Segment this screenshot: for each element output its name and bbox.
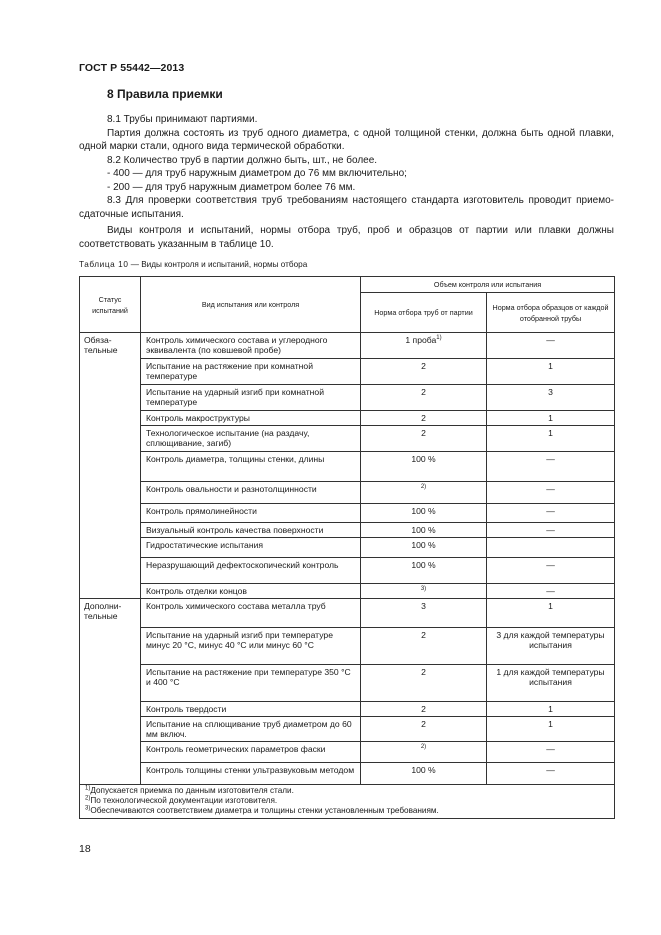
table-row	[80, 558, 615, 584]
acceptance-table	[79, 276, 615, 819]
table-row	[80, 426, 615, 452]
test-name-cell: Контроль толщины стенки ультразвуковым методом	[141, 763, 361, 785]
section-body	[79, 113, 614, 251]
norm-pipes-cell	[361, 411, 487, 426]
footnote-mark: 2)	[420, 484, 427, 491]
norm-samples-cell: —	[487, 523, 615, 538]
norm-samples-cell: 1	[487, 426, 615, 452]
norm-samples-cell: —	[487, 333, 615, 359]
paragraph: 8.2 Количество труб в партии должно быть, шт., не более.	[107, 154, 378, 166]
table-row	[80, 702, 615, 717]
table-notes	[80, 785, 615, 819]
norm-pipes-cell	[361, 558, 487, 584]
paragraph: Партия должна состоять из труб одного диаметра, с одной толщиной стенки, должна быть одной плавки, одной марки стали, одного вида термической обработки.	[79, 127, 614, 152]
table-row	[80, 665, 615, 702]
norm-pipes-cell	[361, 333, 487, 359]
norm-pipes-cell	[361, 504, 487, 523]
test-name-cell: Контроль отделки концов	[141, 584, 361, 599]
test-name-cell: Контроль диаметра, толщины стенки, длины	[141, 452, 361, 482]
norm-samples-cell: 3 для каждой температуры испытания	[487, 628, 615, 665]
document-header: ГОСТ Р 55442—2013	[79, 62, 185, 74]
paragraph: 8.3 Для проверки соответствия труб требованиям настоящего стандарта изготовитель проводит приемо-сдаточные испытания.	[79, 195, 614, 220]
norm-pipes-cell	[361, 665, 487, 702]
header-norm-samples: Норма отбора образцов от каждой отобранной трубы	[487, 293, 615, 333]
status-cell: Дополни-тельные	[80, 599, 141, 785]
norm-samples-cell: 3	[487, 385, 615, 411]
test-name-cell: Технологическое испытание (на раздачу, сплющивание, загиб)	[141, 426, 361, 452]
paragraph: - 400 — для труб наружным диаметром до 76 мм включительно;	[107, 168, 407, 179]
test-name-cell: Испытание на сплющивание труб диаметром до 60 мм включ.	[141, 717, 361, 742]
norm-pipes-value: 2	[421, 387, 426, 397]
table-row	[80, 717, 615, 742]
table-row	[80, 411, 615, 426]
norm-samples-cell	[487, 538, 615, 558]
norm-pipes-cell	[361, 523, 487, 538]
test-name-cell: Неразрушающий дефектоскопический контроль	[141, 558, 361, 584]
table-row	[80, 538, 615, 558]
header-volume: Объем контроля или испытания	[361, 277, 615, 293]
table-row	[80, 628, 615, 665]
table-row	[80, 359, 615, 385]
norm-pipes-value: 2	[421, 667, 426, 677]
norm-pipes-cell	[361, 452, 487, 482]
paragraph: 8.1 Трубы принимают партиями.	[107, 114, 258, 125]
norm-pipes-cell	[361, 702, 487, 717]
norm-pipes-cell	[361, 628, 487, 665]
norm-pipes-value: 100 %	[411, 765, 436, 775]
table-row	[80, 504, 615, 523]
norm-samples-cell: —	[487, 742, 615, 763]
test-name-cell: Испытание на ударный изгиб при температуре минус 20 °С, минус 40 °С или минус 60 °С	[141, 628, 361, 665]
norm-pipes-cell	[361, 763, 487, 785]
section-title: 8 Правила приемки	[107, 87, 223, 101]
table-row	[80, 584, 615, 599]
table-row	[80, 763, 615, 785]
paragraph: Виды контроля и испытаний, нормы отбора труб, проб и образцов от партии или плавки должны соответствовать указанным в таблице 10.	[79, 225, 614, 250]
footnote: $^{2)}$По технологической документации изготовителя.	[85, 795, 278, 805]
norm-pipes-value: 100 %	[411, 525, 436, 535]
norm-pipes-cell	[361, 385, 487, 411]
norm-pipes-value: 100 %	[411, 454, 436, 464]
table-row	[80, 452, 615, 482]
norm-samples-cell: —	[487, 482, 615, 504]
table-row	[80, 333, 615, 359]
norm-pipes-value: 2	[421, 630, 426, 640]
table-row	[80, 482, 615, 504]
norm-samples-cell: —	[487, 452, 615, 482]
footnote-mark: 3)	[420, 586, 427, 593]
table-body	[80, 333, 615, 785]
norm-pipes-value: 3	[421, 601, 426, 611]
norm-pipes-cell	[361, 717, 487, 742]
test-name-cell: Контроль макроструктуры	[141, 411, 361, 426]
test-name-cell: Контроль химического состава металла труб	[141, 599, 361, 628]
header-kind: Вид испытания или контроля	[141, 277, 361, 333]
table-row	[80, 523, 615, 538]
paragraph: - 200 — для труб наружным диаметром более 76 мм.	[107, 181, 356, 193]
table-caption-text: — Виды контроля и испытаний, нормы отбора	[128, 260, 308, 269]
norm-pipes-value: 2	[421, 428, 426, 438]
test-name-cell: Контроль химического состава и углеродного эквивалента (по ковшевой пробе)	[141, 333, 361, 359]
norm-pipes-value: 100 %	[411, 560, 436, 570]
norm-pipes-value: 2	[421, 413, 426, 423]
test-name-cell: Контроль твердости	[141, 702, 361, 717]
norm-pipes-value: 2	[421, 361, 426, 371]
norm-samples-cell: 1	[487, 359, 615, 385]
norm-pipes-cell	[361, 538, 487, 558]
norm-pipes-cell	[361, 482, 487, 504]
test-name-cell: Гидростатические испытания	[141, 538, 361, 558]
norm-pipes-cell	[361, 584, 487, 599]
page-number: 18	[79, 843, 91, 855]
table-caption	[79, 260, 307, 269]
footnote: $^{1)}$Допускается приемка по данным изготовителя стали.	[85, 785, 294, 795]
norm-samples-cell: —	[487, 504, 615, 523]
table-caption-label: Таблица 10	[79, 260, 129, 269]
norm-pipes-value: 100 %	[411, 540, 436, 550]
norm-samples-cell: —	[487, 584, 615, 599]
norm-pipes-value: 1 проба	[405, 335, 437, 345]
norm-samples-cell: 1	[487, 702, 615, 717]
test-name-cell: Контроль овальности и разнотолщинности	[141, 482, 361, 504]
footnote-mark: 1)	[436, 335, 442, 342]
header-status: Статус испытаний	[80, 277, 141, 333]
norm-pipes-cell	[361, 359, 487, 385]
footnote: $^{3)}$Обеспечиваются соответствием диаметра и толщины стенки установленным требованиям.	[85, 805, 439, 815]
norm-pipes-cell	[361, 742, 487, 763]
table-row	[80, 385, 615, 411]
norm-samples-cell: 1	[487, 599, 615, 628]
norm-samples-cell: —	[487, 763, 615, 785]
norm-samples-cell: —	[487, 558, 615, 584]
norm-pipes-value: 2	[421, 719, 426, 729]
status-cell: Обяза-тельные	[80, 333, 141, 599]
test-name-cell: Контроль прямолинейности	[141, 504, 361, 523]
test-name-cell: Испытание на ударный изгиб при комнатной температуре	[141, 385, 361, 411]
table-row	[80, 742, 615, 763]
norm-pipes-cell	[361, 426, 487, 452]
test-name-cell: Контроль геометрических параметров фаски	[141, 742, 361, 763]
norm-pipes-value: 100 %	[411, 506, 436, 516]
norm-samples-cell: 1	[487, 411, 615, 426]
norm-samples-cell: 1 для каждой температуры испытания	[487, 665, 615, 702]
test-name-cell: Испытание на растяжение при комнатной температуре	[141, 359, 361, 385]
table-row	[80, 599, 615, 628]
norm-pipes-cell	[361, 599, 487, 628]
test-name-cell: Испытание на растяжение при температуре 350 °С и 400 °С	[141, 665, 361, 702]
norm-samples-cell: 1	[487, 717, 615, 742]
test-name-cell: Визуальный контроль качества поверхности	[141, 523, 361, 538]
norm-pipes-value: 2	[421, 704, 426, 714]
header-norm-pipes: Норма отбора труб от партии	[361, 293, 487, 333]
footnote-mark: 2)	[420, 744, 427, 751]
